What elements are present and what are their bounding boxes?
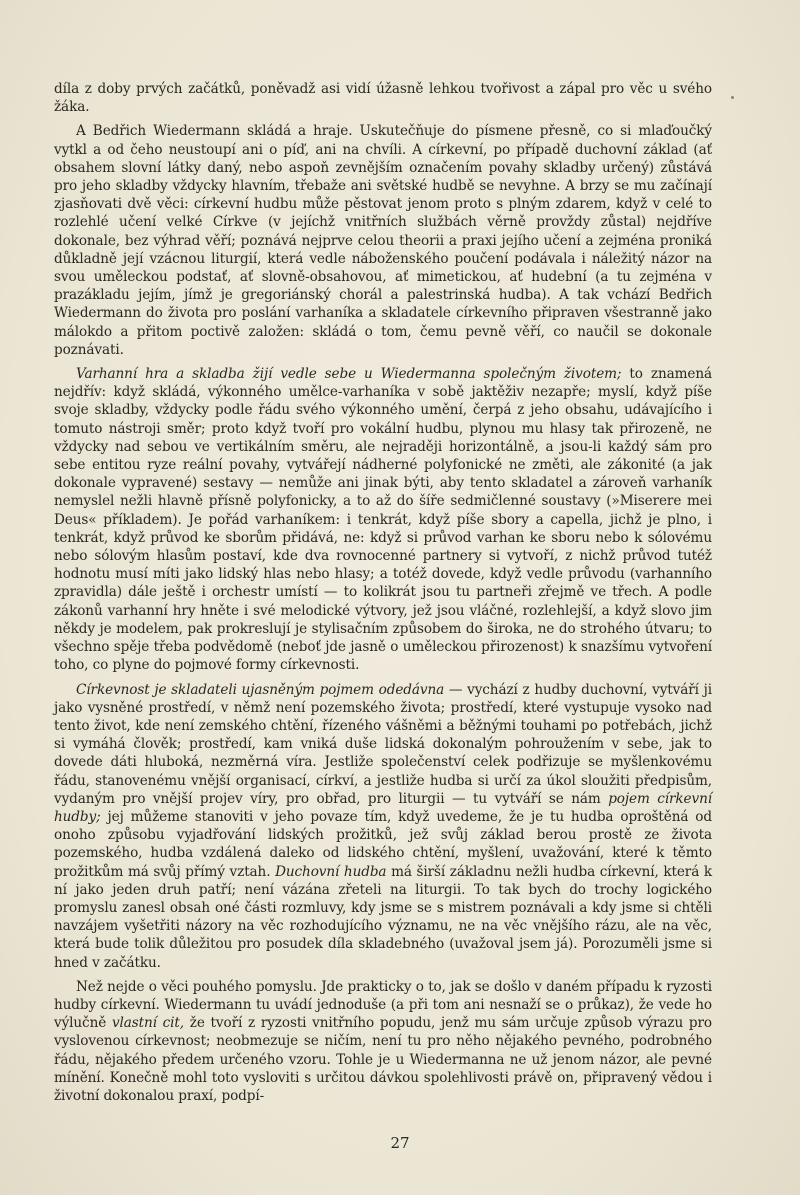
paragraph xyxy=(54,80,712,116)
text-run: — vychází z hudby duchovní, vytváří ji jako vysněné prostředí, v němž není pozemského života; prostředí, které vystupuje vysoko nad tento život, kde není zemského chtění, řízeného vášněmi a běžnými touhami po potřebách, jichž si vymáhá člověk; prostředí, kam vniká duše lidská dokonalým pohroužením v sebe, jak to dovede dáti hluboká, nezměrná víra. Jestliže společenství celek podřizuje se myšlenkovému řádu, stanovenému vnější organisací, církví, a jestliže hudba si určí za úkol sloužiti předpisům, vydaným pro vnější projev víry, pro obřad, pro liturgii — tu vytváří se nám xyxy=(54,681,712,807)
paragraph xyxy=(54,122,712,359)
text-column xyxy=(54,80,712,1105)
page-number: 27 xyxy=(390,1134,410,1152)
text-run: to znamená nejdřív: když skládá, výkonného umělce-varhaníka v sobě jaktěživ nezapře; myslí, když píše svoje skladby, vždycky podle řádu svého výkonného umění, čerpá z jeho obsahu, udávajícího i tomuto nástroji směr; proto když tvoří pro vokální hudbu, plynou mu hlasy tak přirozeně, ne vždycky nad sebou ve vertikálním směru, ale nejraději horizontálně, a jsou-li každý sám pro sebe entitou ryze reální povahy, vytvářejí nádherné polyfonické ne změti, ale zákonité (a jak dokonale vypravené) sestavy — nemůže ani jinak býti, aby tento skladatel a zároveň varhaník nemyslel nežli hlavně přísně polyfonicky, a to až do šíře sedmičlenné soustavy (»Miserere mei Deus« příkladem). Je pořád varhaníkem: i tenkrát, když píše sbory a capella, jichž je plno, i tenkrát, když průvod ke sborům přidává, ne: když si průvod varhan ke sboru nebo k sólovému nebo sólovým hlasům postaví, kde dva rovnocenné partnery si vytvoří, z nichž průvod tutéž hodnotu musí míti jako lidský hlas nebo hlasy; a totéž dovede, když vedle průvodu (varhanního zpravidla) dále ještě i orchestr umístí — to kolikrát jsou tu partneři zřejmě ve třech. A podle zákonů varhanní hry hněte i své melodické výtvory, jež jsou vláčné, rozlehlejší, a když slovo jim někdy je modelem, pak prokreslují je stylisačním způsobem do široka, ne do strohého útvaru; to všechno spěje třeba podvědomě (neboť jde jasně o uměleckou přirozenost) k snazšímu vytvoření toho, co plyne do pojmové formy církevnosti. xyxy=(54,366,712,674)
italic-phrase: pojem církevní hudby; xyxy=(54,790,712,825)
text-run: že tvoří z ryzosti vnitřního popudu, jenž mu sám určuje způsob výrazu pro vyslovenou církevnost; neobmezuje se ničím, není tu pro něho nějakého pevného, podrobného řádu, nějakého předem určeného vzoru. Tohle je u Wiedermanna ne už jenom názor, ale pevné mínění. Konečně mohl toto vysloviti s určitou dávkou spolehlivosti právě on, připravený vědou i životní dokonalou praxí, podpí- xyxy=(54,1015,712,1104)
text-run: A Bedřich Wiedermann skládá a hraje. Uskutečňuje do písmene přesně, co si mlaďoučký vytkl a od čeho neustoupí ani o píď, ani na chvíli. A církevní, po případě duchovní základ (ať obsahem slovní látky daný, nebo aspoň zevnějším označením povahy skladby určený) zůstává pro jeho skladby vždycky hlavním, třebaže ani světské hudbě se nevyhne. A brzy se mu začínají zjasňovati dvě věci: církevní hudbu může pěstovat jenom proto s plným zdarem, když v celé to rozlehlé učení velké Církve (v jejíchž vnitřních službách věrně provždy zůstal) nejdříve dokonale, bez výhrad věří; poznává nejprve celou theorii a praxi jejího učení a zejména proniká důkladně její vzácnou liturgií, která vedle náboženského poučení podávala i náležitý názor na svou uměleckou podstať, ať slovně-obsahovou, ať mimetickou, ať hudební (a tu zejména v prazákladu jejím, jímž je gregoriánský chorál a palestrinská hudba). A tak vchází Bedřich Wiedermann do života pro poslání varhaníka a skladatele církevního připraven všestranně jako málokdo a přitom poctivě založen: skládá o tom, čemu pevně věří, co naučil se dokonale poznávati. xyxy=(54,123,712,358)
italic-phrase: Varhanní hra a skladba žijí vedle sebe u Wiedermanna společným životem; xyxy=(76,366,622,383)
italic-phrase: Duchovní hudba xyxy=(275,863,387,880)
italic-phrase: Církevnost je skladateli ujasněným pojmem odedávna xyxy=(76,681,445,698)
paragraph xyxy=(54,681,712,972)
paragraph xyxy=(54,365,712,674)
italic-phrase: vlastní cit, xyxy=(111,1015,185,1032)
text-run: Než nejde o věci pouhého pomyslu. Jde prakticky o to, jak se došlo v daném případu k ryzosti hudby církevní. Wiedermann tu uvádí jednoduše (a při tom ani nesnaží se o průkaz), že vede ho výlučně xyxy=(54,978,712,1032)
text-run: díla z doby prvých začátků, poněvadž asi vidí úžasně lehkou tvořivost a zápal pro věc u svého žáka. xyxy=(54,81,712,116)
margin-speck xyxy=(731,96,734,99)
text-run: jej můžeme stanoviti v jeho povaze tím, když uvedeme, že je tu hudba oproštěná od onoho způsobu vyjadřování lidských prožitků, jež svůj základ berou prostě ze života pozemského, hudba vzdálená daleko od lidského chtění, myšlení, uvažování, které k těmto prožitkům má svůj přímý vztah. xyxy=(54,808,712,880)
paragraph xyxy=(54,978,712,1105)
text-run: má širší základnu nežli hudba církevní, která k ní jako jeden druh patří; není vázána zřeteli na liturgii. To tak bych do trochy logického promyslu zanesl obsah oné části rozmluvy, kdy jsme se s mistrem poznávali a kdy jsme si chtěli navzájem vyšetřiti názory na věc rozhodujícího významu, ne na věc vnějšího rázu, ale na věc, která bude tolik důležitou pro posudek díla skladebného (uvažoval jsem já). Porozuměli jsme si hned v začátku. xyxy=(54,863,712,971)
